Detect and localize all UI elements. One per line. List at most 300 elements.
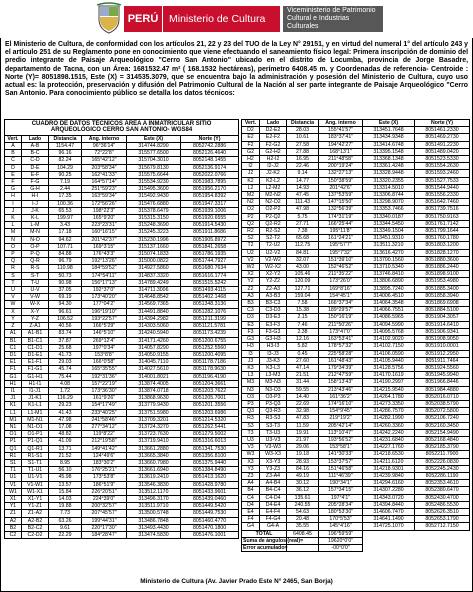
table-cell: 8051204.3661	[181, 380, 239, 387]
table-cell: 161°24'21"	[319, 235, 363, 242]
table-cell: 9.61	[49, 524, 82, 531]
table-cell: M2	[242, 192, 260, 199]
table-row	[242, 494, 470, 501]
table-cell: B1	[5, 337, 22, 344]
table-cell: R2-S2	[260, 228, 287, 235]
table-cell: 8051449.5420	[181, 503, 239, 510]
table-cell: P2	[242, 213, 260, 220]
table-cell: 112.75	[287, 242, 319, 249]
table-row	[5, 337, 239, 344]
table-cell: V1-W1	[22, 481, 49, 488]
table-cell: 84.88	[49, 251, 82, 258]
table-cell: 161°48'43"	[319, 357, 363, 364]
table-cell: 314006.4510	[363, 292, 415, 299]
table-cell: 240.55	[287, 501, 319, 508]
table-cell: 241°58'46"	[82, 416, 127, 423]
table-cell: F-G	[22, 179, 49, 186]
table-cell: 150°38'59"	[319, 177, 363, 184]
table-row	[5, 503, 239, 510]
table-cell: B-C	[22, 150, 49, 157]
table-cell: 314648.8542	[127, 294, 181, 301]
table-cell: 72°22'8"	[82, 150, 127, 157]
table-cell: 155°41'57"	[319, 127, 363, 134]
table-cell: V1	[5, 481, 22, 488]
table-cell: 315575.6644	[127, 171, 181, 178]
table-cell: O1-P1	[22, 431, 49, 438]
table-row	[5, 524, 239, 531]
table-cell: X1-Y1	[22, 495, 49, 502]
totals-angle: 196°59'59"	[319, 530, 363, 537]
table-row	[5, 395, 239, 402]
table-cell: 8051841.2658	[181, 243, 239, 250]
table-cell: 8051905.8972	[181, 236, 239, 243]
table-cell: 154°17'49"	[82, 402, 127, 409]
table-cell: R	[5, 265, 22, 272]
col-header-angulo: Ang. interno	[319, 120, 363, 127]
table-row	[5, 423, 239, 430]
table-cell: D3-E3	[260, 314, 287, 321]
col-header-este: Este (X)	[127, 135, 181, 142]
table-cell: 172°56'26"	[82, 200, 127, 207]
table-cell: 8051911.8686	[181, 229, 239, 236]
table-cell: 314264.1780	[363, 393, 415, 400]
table-cell: 96.16	[49, 150, 82, 157]
table-row	[242, 386, 470, 393]
table-cell: Z3	[242, 472, 260, 479]
table-cell: 8051884.5100	[415, 307, 470, 314]
col-header-vert: Vert.	[242, 120, 260, 127]
table-cell: 8051914.6410	[415, 321, 470, 328]
table-cell: 8051904.3057	[415, 314, 470, 321]
table-cell: F	[5, 179, 22, 186]
table-cell: Y1-Z1	[22, 503, 49, 510]
table-cell: E1	[5, 359, 22, 366]
table-cell: 8051461.2330	[415, 127, 470, 134]
intro-paragraph: El Ministerio de Cultura, de conformidad con los artículos 21, 22 y 23 del TUO de la Ley N° 29151, y en virtud del numeral 1° del artículo 243 y el artículo 251 de su Reglamento pone en conocimiento que viene efectuando el saneamiento físico legal: Primera inscripción de dominio del predio integrante de Paisaje Arqueológico "Cerro San Antonio" ubicado en el distrito de Locumba, provincia de Jorge Basadre, departamento de Tacna, con un Área: 1681532.47 m² ( 168.1532 hectáreas), perímetro 6408.45 m. y Coordenadas de referencia- Centroide : Norte (Y)= 8051898.1515, Este (X) = 314535.3079, que se encuentra bajo la administración y posesión del Ministerio de Cultura, cuyo uso actual es: la protección, preservación y difusión del Patrimonio Cultural de la Nación al ser parte integrante de Paisaje Arqueológico "Cerro San Antonio. Para conocimiento público se detalla los datos técnicos:	[5, 41, 468, 98]
table-cell: 96°36'14"	[82, 143, 127, 150]
table-cell: 8052136.9174	[181, 164, 239, 171]
table-cell: 166°25'44"	[319, 220, 363, 227]
table-cell: W1	[5, 488, 22, 495]
table-cell: 190°34'1"	[319, 480, 363, 487]
table-cell: 104.29	[49, 164, 82, 171]
table-cell: 100.36	[49, 200, 82, 207]
table-cell: 313361.4248	[363, 163, 415, 170]
totals-row	[242, 544, 470, 551]
table-cell: E3	[242, 321, 260, 328]
table-cell: 41.43	[49, 409, 82, 416]
table-cell: 5.82	[287, 343, 319, 350]
col-header-angulo: Ang. interno	[82, 135, 127, 142]
table-cell: K	[5, 215, 22, 222]
table-row	[242, 444, 470, 451]
col-header-distancia: Distancia	[49, 135, 82, 142]
table-cell: 8052160.3450	[415, 422, 470, 429]
table-cell: 22.69	[287, 400, 319, 407]
table-cell: N-O	[22, 236, 49, 243]
table-row	[242, 408, 470, 415]
table-cell: 168°13'1"	[319, 148, 363, 155]
table-cell: F1	[5, 366, 22, 373]
table-cell: 8052380.6470	[415, 487, 470, 494]
table-cell: 203°58'34"	[82, 164, 127, 171]
table-cell: 313724.3270	[127, 423, 181, 430]
totals-body	[242, 530, 470, 552]
table-cell: 195°11'8"	[319, 228, 363, 235]
totals-value	[287, 544, 319, 551]
table-cell: N2	[242, 199, 260, 206]
table-cell: 161°9'26"	[82, 395, 127, 402]
table-cell: F2-G2	[260, 141, 287, 148]
table-cell: 315679.8130	[127, 164, 181, 171]
table-cell: 8051750.9163	[415, 213, 470, 220]
table-cell: U2	[242, 249, 260, 256]
table-row	[242, 184, 470, 191]
table-cell: W3-X3	[260, 451, 287, 458]
totals-blank	[363, 537, 470, 544]
table-cell: 313306.8744	[363, 192, 415, 199]
table-cell: 157°22'19"	[82, 380, 127, 387]
table-row	[5, 200, 239, 207]
table-cell: 199°44'31"	[82, 517, 127, 524]
table-cell: F3-G3	[260, 328, 287, 335]
table-cell: E2	[242, 134, 260, 141]
table-cell: 314106.0590	[363, 350, 415, 357]
table-row	[5, 315, 239, 322]
col-header-norte: Norte (Y)	[415, 120, 470, 127]
table-cell: E	[5, 171, 22, 178]
table-cell: 205°42'14"	[319, 422, 363, 429]
table-cell: 8051828.1270	[415, 249, 470, 256]
table-cell: P1	[5, 438, 22, 445]
table-cell: 8051402.1468	[181, 294, 239, 301]
table-cell: R3-S3	[260, 415, 287, 422]
table-cell: 35.55	[287, 523, 319, 530]
table-cell: 47.98	[287, 206, 319, 213]
table-cell: 314286.7570	[363, 408, 415, 415]
table-cell: 113°10'47"	[319, 429, 363, 436]
table-cell: Z2	[242, 285, 260, 292]
left-table-body	[5, 143, 239, 539]
table-cell: 313719.9410	[127, 438, 181, 445]
table-cell: 45.74	[49, 366, 82, 373]
table-row	[242, 516, 470, 523]
table-cell: L1	[5, 409, 22, 416]
table-cell: 194°42'27"	[319, 141, 363, 148]
col-header-este: Este (X)	[363, 120, 415, 127]
table-cell: 8052106.7240	[415, 415, 470, 422]
table-cell: 2.15	[287, 314, 319, 321]
table-cell: I-J	[22, 200, 49, 207]
table-cell: U3-V3	[260, 436, 287, 443]
table-row	[242, 314, 470, 321]
table-cell: 314045.7110	[127, 359, 181, 366]
table-cell: 27.88	[287, 148, 319, 155]
table-row	[242, 480, 470, 487]
table-row	[242, 436, 470, 443]
table-cell: 14.03	[49, 495, 82, 502]
table-cell: 315378.6479	[127, 207, 181, 214]
table-cell: 8051947.3317	[181, 200, 239, 207]
table-cell: 314105.9440	[363, 357, 415, 364]
table-cell: 314128.5756	[363, 364, 415, 371]
table-cell: 314273.3350	[363, 400, 415, 407]
table-cell: 315492.9430	[127, 193, 181, 200]
table-cell: N1-O1	[22, 423, 49, 430]
table-row	[5, 445, 239, 452]
totals-label: Suma de ángulos (real)=	[243, 537, 304, 544]
table-row	[242, 523, 470, 530]
table-cell: Q2	[242, 220, 260, 227]
table-cell: 3.43	[49, 222, 82, 229]
table-row	[5, 481, 239, 488]
table-cell: 173°47'0"	[319, 328, 363, 335]
table-cell: E3-F3	[260, 321, 287, 328]
table-row	[242, 170, 470, 177]
table-cell: D2-E2	[260, 127, 287, 134]
table-cell: 90.25	[49, 171, 82, 178]
table-cell: 8052245.2430	[415, 465, 470, 472]
table-cell: J1	[5, 395, 22, 402]
table-row	[242, 300, 470, 307]
table-cell: 165°42'12"	[82, 157, 127, 164]
table-row	[242, 357, 470, 364]
table-cell: V3	[242, 444, 260, 451]
table-cell: 166°5'29"	[82, 323, 127, 330]
table-row	[5, 193, 239, 200]
table-cell: 7.38	[287, 228, 319, 235]
table-cell: 8051523.5330	[415, 156, 470, 163]
table-cell: O1	[5, 431, 22, 438]
table-cell: 153°37'57"	[319, 458, 363, 465]
table-cell: 19.88	[49, 503, 82, 510]
table-cell: 8052072.5800	[415, 408, 470, 415]
table-cell: 149°41'42"	[82, 445, 127, 452]
table-cell: H2	[242, 156, 260, 163]
table-row	[5, 294, 239, 301]
table-cell: 110.98	[49, 265, 82, 272]
table-cell: 226°20'51"	[82, 488, 127, 495]
table-cell: 315476.6880	[127, 200, 181, 207]
table-cell: 224°39'0"	[82, 495, 127, 502]
table-cell: 207°45'57"	[82, 510, 127, 517]
table-row	[5, 402, 239, 409]
table-cell: B	[5, 150, 22, 157]
table-cell: 16.95	[287, 156, 319, 163]
table-row	[242, 307, 470, 314]
table-cell: 8051316.6013	[181, 438, 239, 445]
table-row	[5, 416, 239, 423]
table-cell: C1-D1	[22, 344, 49, 351]
table-cell: N1	[5, 423, 22, 430]
table-cell: 41.73	[49, 351, 82, 358]
table-cell: 31.44	[287, 379, 319, 386]
table-cell: 111.43	[287, 199, 319, 206]
table-cell: J	[5, 207, 22, 214]
table-cell: 269°12'4"	[82, 337, 127, 344]
table-cell: T-U	[22, 279, 49, 286]
totals-blank	[363, 544, 470, 551]
table-cell: 165°35'55"	[82, 366, 127, 373]
table-cell: 22.46	[287, 163, 319, 170]
table-cell: 8051983.7895	[181, 179, 239, 186]
table-cell: 189°29'57"	[319, 307, 363, 314]
table-cell: 132°56'39"	[319, 206, 363, 213]
table-cell: 8.95	[49, 459, 82, 466]
table-cell: 313709.3201	[127, 416, 181, 423]
totals-row	[242, 537, 470, 544]
table-row	[242, 242, 470, 249]
table-cell: 8051945.9940	[415, 372, 470, 379]
table-cell: J2-K2	[260, 170, 287, 177]
table-cell: 7.19	[49, 179, 82, 186]
table-cell: M-N	[22, 229, 49, 236]
table-cell: X	[5, 308, 22, 315]
table-cell: 9.14	[287, 170, 319, 177]
table-row	[5, 517, 239, 524]
table-cell: H2-I2	[260, 156, 287, 163]
table-row	[242, 364, 470, 371]
table-cell: 8051527.7533	[415, 177, 470, 184]
table-cell: 135.61	[287, 494, 319, 501]
table-cell: 313298.9070	[363, 199, 415, 206]
table-row	[242, 148, 470, 155]
table-cell: G1-H1	[22, 373, 49, 380]
table-cell: 153°58'1"	[319, 444, 363, 451]
table-cell: 314086.5965	[363, 314, 415, 321]
totals-value: 6408.45	[287, 530, 319, 537]
table-cell: Y2-Z2	[260, 278, 287, 285]
table-cell: 14.93	[287, 184, 319, 191]
table-row	[5, 150, 239, 157]
table-cell: 37.87	[49, 337, 82, 344]
table-cell: C3	[242, 307, 260, 314]
table-cell: X3	[242, 458, 260, 465]
table-cell: 315495.3600	[127, 186, 181, 193]
table-cell: 1.72	[49, 387, 82, 394]
table-cell: 27.58	[287, 141, 319, 148]
table-cell: H-I	[22, 193, 49, 200]
table-cell: S1	[5, 459, 22, 466]
table-cell: 313619.2410	[127, 474, 181, 481]
table-cell: L3	[242, 372, 260, 379]
table-cell: 8052712.7150	[415, 523, 470, 530]
table-cell: 195°7'32"	[319, 249, 363, 256]
table-cell: 313500.5748	[127, 510, 181, 517]
table-cell: 4.08	[49, 380, 82, 387]
table-cell: G2-H2	[260, 148, 287, 155]
table-row	[242, 336, 470, 343]
table-cell: H	[5, 193, 22, 200]
left-coordinates-table	[4, 119, 239, 539]
table-cell: 21.51	[287, 372, 319, 379]
table-cell: 163°53'41"	[319, 336, 363, 343]
table-cell: 313723.7630	[127, 431, 181, 438]
table-row	[5, 215, 239, 222]
table-cell: 174°54'11"	[82, 272, 127, 279]
table-cell: 8051428.9780	[181, 481, 239, 488]
table-cell: I3	[242, 350, 260, 357]
table-cell: 59.55	[287, 386, 319, 393]
table-row	[242, 415, 470, 422]
table-cell: T1-U1	[22, 467, 49, 474]
table-cell: 314218.9301	[363, 465, 415, 472]
table-cell: 313486.7848	[127, 517, 181, 524]
table-cell: V	[5, 294, 22, 301]
table-cell: 154°9'45"	[319, 408, 363, 415]
table-cell: P3-Q3	[260, 400, 287, 407]
table-cell: 200°32'57"	[82, 503, 127, 510]
table-title: CUADRO DE DATOS TÉCNICOS ÁREA A INMATRICULAR SITIO ARQUEOLÓGICO CERRO SAN ANTONIO- WGS84	[5, 120, 239, 136]
table-cell: G4	[242, 523, 260, 530]
table-cell: J1-K1	[22, 395, 49, 402]
table-row	[5, 258, 239, 265]
table-cell: 8052185.3790	[415, 444, 470, 451]
table-cell: X-Y	[22, 308, 49, 315]
table-cell: V3-W3	[260, 444, 287, 451]
table-cell: 314066.7551	[363, 307, 415, 314]
table-cell: 8051939.1006	[181, 207, 239, 214]
table-cell: 8052148.1455	[181, 157, 239, 164]
table-cell: S2-T2	[260, 235, 287, 242]
table-cell: 178°57'32"	[319, 343, 363, 350]
table-cell: A1	[5, 330, 22, 337]
table-cell: 201°42'6"	[319, 184, 363, 191]
col-header-lado: Lado	[22, 135, 49, 142]
table-cell: T	[5, 279, 22, 286]
table-cell: 2.38	[287, 328, 319, 335]
table-row	[5, 279, 239, 286]
table-cell: 8051439.0460	[181, 495, 239, 502]
table-row	[5, 510, 239, 517]
table-cell: A	[5, 143, 22, 150]
table-cell: G2	[242, 148, 260, 155]
table-cell: 8051200.6755	[181, 337, 239, 344]
table-cell: 19.18	[287, 451, 319, 458]
table-cell: O3-P3	[260, 393, 287, 400]
table-cell: R1-S1	[22, 452, 49, 459]
table-cell: K1	[5, 402, 22, 409]
table-cell: 314050.9155	[127, 351, 181, 358]
table-row	[242, 271, 470, 278]
table-cell: 8051886.2440	[415, 264, 470, 271]
table-cell: 10.61	[287, 134, 319, 141]
table-row	[242, 228, 470, 235]
table-cell: T2-U2	[260, 242, 287, 249]
table-cell: 28.03	[287, 127, 319, 134]
table-cell: Q2-R2	[260, 220, 287, 227]
table-cell: O2	[242, 206, 260, 213]
table-cell: 54.63	[287, 508, 319, 515]
table-row	[5, 359, 239, 366]
table-cell: 211°48'58"	[319, 156, 363, 163]
table-cell: 313493.4430	[127, 524, 181, 531]
table-cell: G3	[242, 336, 260, 343]
table-cell: 173°26'0"	[319, 278, 363, 285]
table-cell: 211°50'26"	[319, 321, 363, 328]
table-cell: 314095.5768	[363, 328, 415, 335]
table-cell: 65.53	[49, 207, 82, 214]
table-row	[5, 409, 239, 416]
table-cell: D1-E1	[22, 351, 49, 358]
table-cell: 313874.0718	[127, 387, 181, 394]
table-cell: 8051515.5242	[181, 279, 239, 286]
table-cell: 8051910.0001	[415, 343, 470, 350]
table-row	[5, 387, 239, 394]
table-row	[242, 400, 470, 407]
table-row	[242, 422, 470, 429]
table-cell: 8051966.8446	[415, 379, 470, 386]
